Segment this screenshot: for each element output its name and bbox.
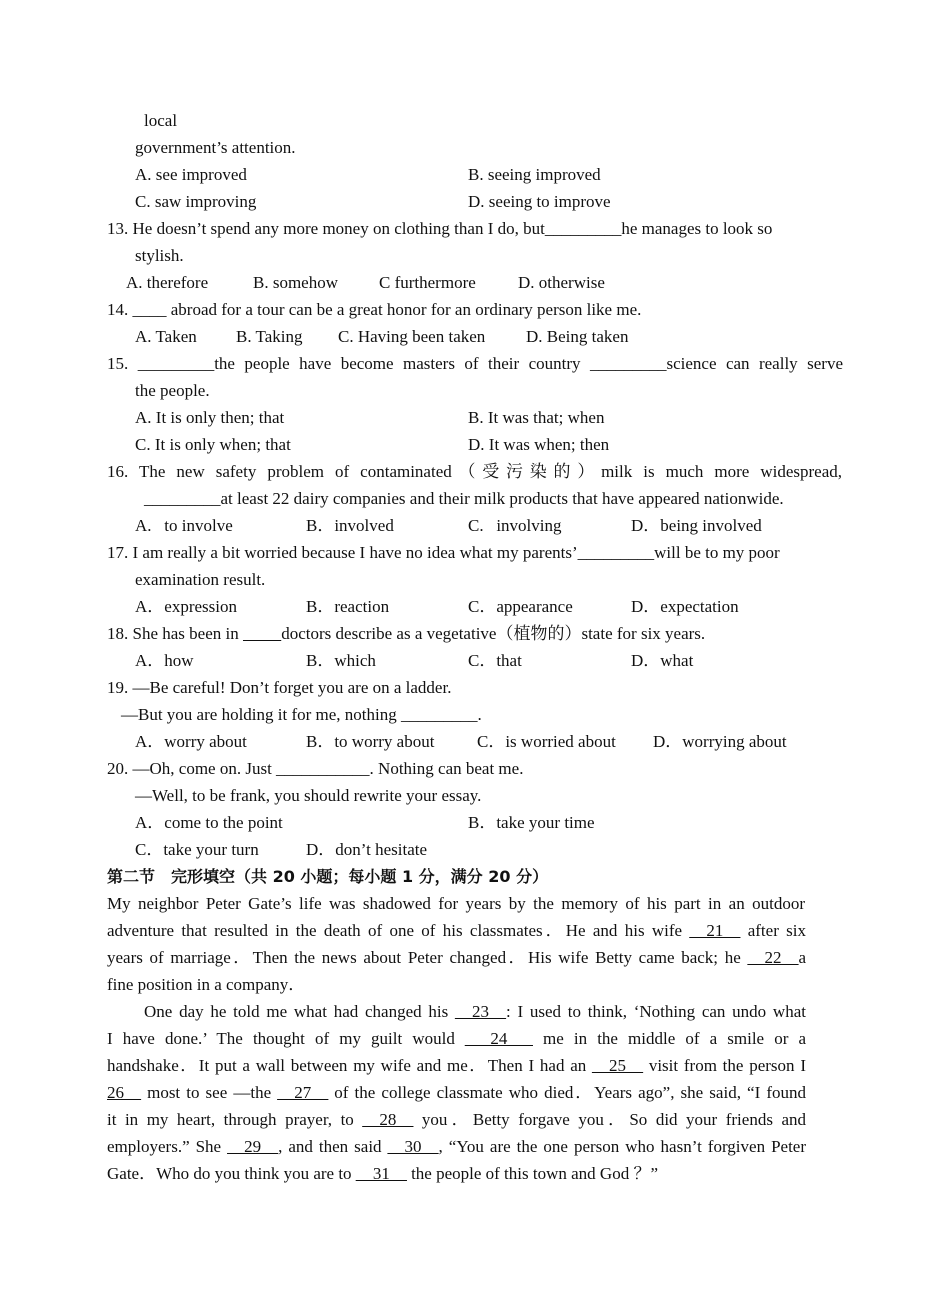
passage-line: Gate．Who do you think you are to __31__ the people of this town and God ？” — [107, 1164, 658, 1183]
q14-option-d: D. Being taken — [526, 327, 629, 346]
q13-option-b: B. somehow — [253, 273, 338, 292]
q18-option-b: B．which — [306, 651, 376, 670]
q18-option-c: C．that — [468, 651, 522, 670]
q17-stem: 17. I am really a bit worried because I have no idea what my parents’_________will be to my poor — [107, 543, 780, 562]
q12-line-b: government’s attention. — [135, 138, 296, 157]
passage-line: One day he told me what had changed his __23__: I used to think, ‘Nothing can undo what — [144, 1002, 806, 1021]
q19-stem-cont: —But you are holding it for me, nothing _________. — [121, 705, 482, 724]
q20-option-c: C．take your turn — [135, 840, 259, 859]
q12-option-c: C. saw improving — [135, 192, 257, 211]
q20-option-d: D．don’t hesitate — [306, 840, 428, 859]
q18-option-a: A．how — [135, 651, 194, 670]
q17-option-d: D．expectation — [631, 597, 739, 616]
q14-stem: 14. ____ abroad for a tour can be a great honor for an ordinary person like me. — [107, 300, 642, 319]
q15-stem: 15. _________the people have become masters of their country _________science can really serve — [107, 354, 843, 373]
q12-option-b: B. seeing improved — [468, 165, 601, 184]
q17-option-c: C．appearance — [468, 597, 573, 616]
cloze-blank-24: ___24___ — [464, 1029, 533, 1048]
q15-option-b: B. It was that; when — [468, 408, 605, 427]
q15-option-c: C. It is only when; that — [135, 435, 291, 454]
q20-option-b: B．take your time — [468, 813, 595, 832]
cloze-blank-31: __31__ — [355, 1164, 407, 1183]
passage-line: fine position in a company． — [107, 975, 306, 994]
cloze-blank-27: __27__ — [277, 1083, 329, 1102]
passage-line: 26__ most to see —the __27__ of the college classmate who died．Years ago”, she said, “I found — [107, 1083, 806, 1102]
passage-line: My neighbor Peter Gate’s life was shadowed for years by the memory of his part in an outdoor — [107, 894, 805, 913]
cloze-blank-22: __22__ — [747, 948, 799, 967]
q12-line-a: local — [144, 111, 178, 130]
cloze-blank-29: __29__ — [227, 1137, 279, 1156]
cloze-blank-30: __30__ — [387, 1137, 439, 1156]
q16-stem: 16. The new safety problem of contaminated（受污染的）milk is much more widespread, — [107, 462, 842, 481]
q16-option-b: B．involved — [306, 516, 394, 535]
q17-option-a: A．expression — [135, 597, 237, 616]
passage-line: years of marriage．Then the news about Peter changed．His wife Betty came back; he __22__a — [107, 948, 806, 967]
q13-option-c: C furthermore — [379, 273, 476, 292]
q19-option-c: C．is worried about — [477, 732, 616, 751]
cloze-blank-25: __25__ — [592, 1056, 644, 1075]
q14-option-c: C. Having been taken — [338, 327, 486, 346]
q19-option-b: B．to worry about — [306, 732, 435, 751]
q15-option-d: D. It was when; then — [468, 435, 610, 454]
q18-stem: 18. She has been in doctors describe as a vegetative（植物的）state for six years. — [107, 624, 706, 643]
q17-stem-cont: examination result. — [135, 570, 266, 589]
q13-stem-cont: stylish. — [135, 246, 184, 265]
section-heading: 第二节 完形填空（共 20 小题；每小题 1 分，满分 20 分） — [107, 867, 549, 886]
passage-line: I have done.’ The thought of my guilt would ___24___ me in the middle of a smile or a — [107, 1029, 806, 1048]
cloze-blank-23: __23__ — [454, 1002, 506, 1021]
passage-line: handshake．It put a wall between my wife and me．Then I had an __25__ visit from the person I — [107, 1056, 806, 1075]
cloze-blank-28: __28__ — [362, 1110, 414, 1129]
cloze-blank-26: 26__ — [107, 1083, 141, 1102]
q16-option-d: D．being involved — [631, 516, 762, 535]
q16-stem-cont: _________at least 22 dairy companies and their milk products that have appeared nationwide. — [144, 489, 784, 508]
q18-option-d: D．what — [631, 651, 694, 670]
passage-line: adventure that resulted in the death of one of his classmates．He and his wife __21__ after six — [107, 921, 806, 940]
q15-stem-cont: the people. — [135, 381, 210, 400]
q15-option-a: A. It is only then; that — [135, 408, 285, 427]
q20-stem: 20. —Oh, come on. Just ___________. Nothing can beat me. — [107, 759, 524, 778]
q19-option-d: D．worrying about — [653, 732, 787, 751]
cloze-blank-21: __21__ — [689, 921, 741, 940]
q14-option-a: A. Taken — [135, 327, 197, 346]
q13-stem: 13. He doesn’t spend any more money on clothing than I do, but_________he manages to look so — [107, 219, 773, 238]
q12-option-a: A. see improved — [135, 165, 247, 184]
passage-line: it in my heart, through prayer, to __28__ you．Betty forgave you．So did your friends and — [107, 1110, 806, 1129]
q19-option-a: A．worry about — [135, 732, 247, 751]
q19-stem: 19. —Be careful! Don’t forget you are on a ladder. — [107, 678, 452, 697]
q20-option-a: A．come to the point — [135, 813, 283, 832]
q12-option-d: D. seeing to improve — [468, 192, 611, 211]
passage-line: employers.” She __29__, and then said __30__, “You are the one person who hasn’t forgiven Peter — [107, 1137, 806, 1156]
q16-option-a: A. to involve — [135, 516, 233, 535]
q17-option-b: B．reaction — [306, 597, 390, 616]
q13-option-a: A. therefore — [126, 273, 209, 292]
q16-option-c: C. involving — [468, 516, 562, 535]
q20-stem-cont: —Well, to be frank, you should rewrite your essay. — [135, 786, 482, 805]
q13-option-d: D. otherwise — [518, 273, 605, 292]
q14-option-b: B. Taking — [236, 327, 303, 346]
q18-blank — [243, 624, 281, 643]
